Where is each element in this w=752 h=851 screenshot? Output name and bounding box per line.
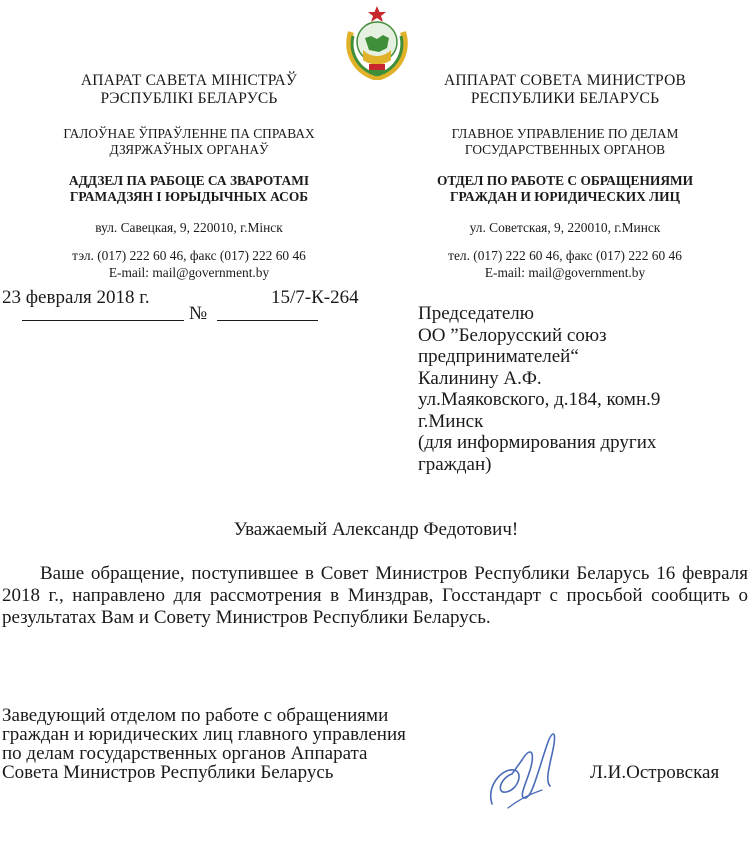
- header-right-address: ул. Советская, 9, 220010, г.Минск: [469, 220, 661, 235]
- recipient-line: ОО ”Белорусский союз: [418, 324, 607, 346]
- recipient-line: Председателю: [418, 303, 534, 324]
- header-right-email: E-mail: mail@government.by: [484, 265, 646, 280]
- document-date: 23 февраля 2018 г.: [2, 287, 150, 308]
- recipient-line: Калинину А.Ф.: [418, 367, 542, 389]
- header-left-dept-line1: ГАЛОЎНАЕ ЎПРАЎЛЕННЕ ПА СПРАВАХ: [63, 126, 315, 141]
- header-left-subdept-line2: ГРАМАДЗЯН І ЮРЫДЫЧНЫХ АСОБ: [69, 189, 309, 204]
- document-number-sign: №: [189, 303, 208, 324]
- header-left-org-line2: РЭСПУБЛІКІ БЕЛАРУСЬ: [100, 90, 278, 107]
- header-right-org-line1: АППАРАТ СОВЕТА МИНИСТРОВ: [444, 72, 686, 89]
- header-right-subdept-line2: ГРАЖДАН И ЮРИДИЧЕСКИХ ЛИЦ: [450, 189, 680, 204]
- header-right-phone: тел. (017) 222 60 46, факс (017) 222 60 46: [448, 248, 682, 263]
- header-left-address: вул. Савецкая, 9, 220010, г.Мінск: [95, 220, 283, 235]
- header-left-subdept: [0, 173, 378, 205]
- document-number: 15/7-К-264: [271, 287, 359, 308]
- signature-title-line: Совета Министров Республики Беларусь: [2, 762, 334, 783]
- header-right-org-line2: РЕСПУБЛИКИ БЕЛАРУСЬ: [470, 90, 660, 107]
- date-underline: [22, 320, 184, 321]
- state-emblem-icon: [341, 2, 413, 80]
- header-right-subdept-line1: ОТДЕЛ ПО РАБОТЕ С ОБРАЩЕНИЯМИ: [436, 173, 694, 188]
- header-right-dept-line2: ГОСУДАРСТВЕННЫХ ОРГАНОВ: [464, 142, 666, 157]
- signatory-name: Л.И.Островская: [590, 762, 720, 783]
- header-left-dept: [0, 126, 378, 158]
- recipient-block: [418, 303, 748, 475]
- header-right-dept-line1: ГЛАВНОЕ УПРАВЛЕНИЕ ПО ДЕЛАМ: [451, 126, 679, 141]
- signature-title-line: граждан и юридических лиц главного управления: [2, 724, 406, 745]
- recipient-line: предпринимателей“: [418, 346, 579, 367]
- signature-title-line: Заведующий отделом по работе с обращениями: [2, 705, 389, 726]
- recipient-line: г.Минск: [418, 410, 484, 432]
- header-right-dept: [378, 126, 752, 158]
- letter-body: Ваше обращение, поступившее в Совет Министров Республики Беларусь 16 февраля 2018 г., направлено для рассмотрения в Минздрав, Госстандарт с просьбой сообщить о результатах Вам и Совету Министров Республики Беларусь.: [2, 563, 748, 628]
- signature-title: [2, 706, 522, 782]
- signature-title-line: по делам государственных органов Аппарата: [2, 743, 368, 764]
- header-left-org-line1: АПАРАТ САВЕТА МІНІСТРАЎ: [80, 72, 298, 89]
- number-underline: [217, 320, 318, 321]
- header-left-dept-line2: ДЗЯРЖАЎНЫХ ОРГАНАЎ: [109, 142, 269, 157]
- recipient-line: граждан): [418, 453, 492, 475]
- header-left-subdept-line1: АДДЗЕЛ ПА РАБОЦЕ СА ЗВАРОТАМІ: [68, 173, 310, 188]
- header-right-org: [378, 72, 752, 108]
- recipient-line: ул.Маяковского, д.184, комн.9: [418, 389, 661, 410]
- recipient-line: (для информирования других: [418, 432, 657, 453]
- header-left-phone: тэл. (017) 222 60 46, факс (017) 222 60 46: [72, 248, 306, 263]
- letter-salutation: Уважаемый Александр Федотович!: [233, 519, 519, 540]
- header-left-org: [0, 72, 378, 108]
- header-right-subdept: [378, 173, 752, 205]
- header-left-email: E-mail: mail@government.by: [108, 265, 270, 280]
- handwritten-signature: [478, 720, 588, 820]
